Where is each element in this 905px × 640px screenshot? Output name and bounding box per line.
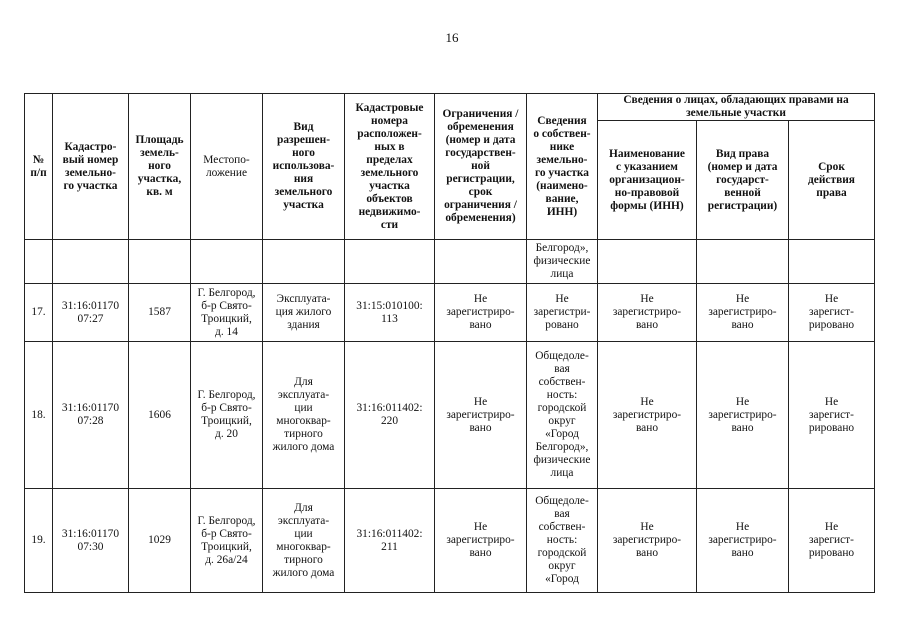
header-owner-info: Сведения о собствен- нике земельно- го участка (наимено- вание, ИНН) (527, 94, 598, 240)
cell-cadastral-number: 31:16:01170 07:30 (53, 489, 129, 593)
cell-restrictions: Не зарегистриро- вано (435, 284, 527, 342)
cell-right-type: Не зарегистриро- вано (697, 284, 789, 342)
cell-rights-holder-name: Не зарегистриро- вано (598, 284, 697, 342)
cell-real-estate-objects: 31:16:011402: 211 (345, 489, 435, 593)
page-number: 16 (445, 30, 459, 45)
cell-restrictions: Не зарегистриро- вано (435, 342, 527, 489)
cell-right-term: Не зарегист- рировано (789, 342, 875, 489)
cell-area: 1029 (129, 489, 191, 593)
cell-real-estate-objects: 31:16:011402: 220 (345, 342, 435, 489)
cell-area: 1606 (129, 342, 191, 489)
cell-num: 18. (25, 342, 53, 489)
cell-location: Г. Белгород, б-р Свято- Троицкий, д. 14 (191, 284, 263, 342)
cell-num: 19. (25, 489, 53, 593)
cell-num: 17. (25, 284, 53, 342)
cell-rights-holder-name: Не зарегистриро- вано (598, 342, 697, 489)
continuation-row (25, 240, 875, 284)
header-restrictions: Ограничения / обременения (номер и дата государствен- ной регистрации, срок ограничения / обременения) (435, 94, 527, 240)
cell-location: Г. Белгород, б-р Свято- Троицкий, д. 20 (191, 342, 263, 489)
header-rights-holder-name: Наименование с указанием организацион- но-правовой формы (ИНН) (598, 121, 697, 240)
cell-permitted-use: Для эксплуата- ции многоквар- тирного жилого дома (263, 342, 345, 489)
land-plot-register-table (24, 93, 875, 593)
cell-owner: Общедоле- вая собствен- ность: городской округ «Город (527, 489, 598, 593)
header-rights-holders-group: Сведения о лицах, обладающих правами на земельные участки (598, 94, 875, 121)
header-real-estate-objects: Кадастровые номера расположен- ных в пределах земельного участка объектов недвижимо- сти (345, 94, 435, 240)
cell-right-term: Не зарегист- рировано (789, 489, 875, 593)
header-permitted-use: Вид разрешен- ного использова- ния земельного участка (263, 94, 345, 240)
cell-owner: Не зарегистри- ровано (527, 284, 598, 342)
cell-permitted-use: Для эксплуата- ции многоквар- тирного жилого дома (263, 489, 345, 593)
header-right-term: Срок действия права (789, 121, 875, 240)
header-num: № п/п (25, 94, 53, 240)
cell-location: Г. Белгород, б-р Свято- Троицкий, д. 26а/24 (191, 489, 263, 593)
header-right-type: Вид права (номер и дата государст- венной регистрации) (697, 121, 789, 240)
cell-right-type: Не зарегистриро- вано (697, 342, 789, 489)
table-row (25, 342, 875, 489)
cell-area: 1587 (129, 284, 191, 342)
header-location: Местопо- ложение (191, 94, 263, 240)
table-row (25, 284, 875, 342)
cell-real-estate-objects: 31:15:010100: 113 (345, 284, 435, 342)
cell-owner: Общедоле- вая собствен- ность: городской округ «Город Белгород», физические лица (527, 342, 598, 489)
cell-cadastral-number: 31:16:01170 07:27 (53, 284, 129, 342)
header-area: Площадь земель- ного участка, кв. м (129, 94, 191, 240)
cell-right-type: Не зарегистриро- вано (697, 489, 789, 593)
header-cadastral-number: Кадастро- вый номер земельно- го участка (53, 94, 129, 240)
cell-right-term: Не зарегист- рировано (789, 284, 875, 342)
table-header (25, 94, 875, 240)
table-row (25, 489, 875, 593)
cell-owner: Белгород», физические лица (527, 240, 598, 284)
cell-cadastral-number: 31:16:01170 07:28 (53, 342, 129, 489)
cell-permitted-use: Эксплуата- ция жилого здания (263, 284, 345, 342)
cell-restrictions: Не зарегистриро- вано (435, 489, 527, 593)
cell-rights-holder-name: Не зарегистриро- вано (598, 489, 697, 593)
